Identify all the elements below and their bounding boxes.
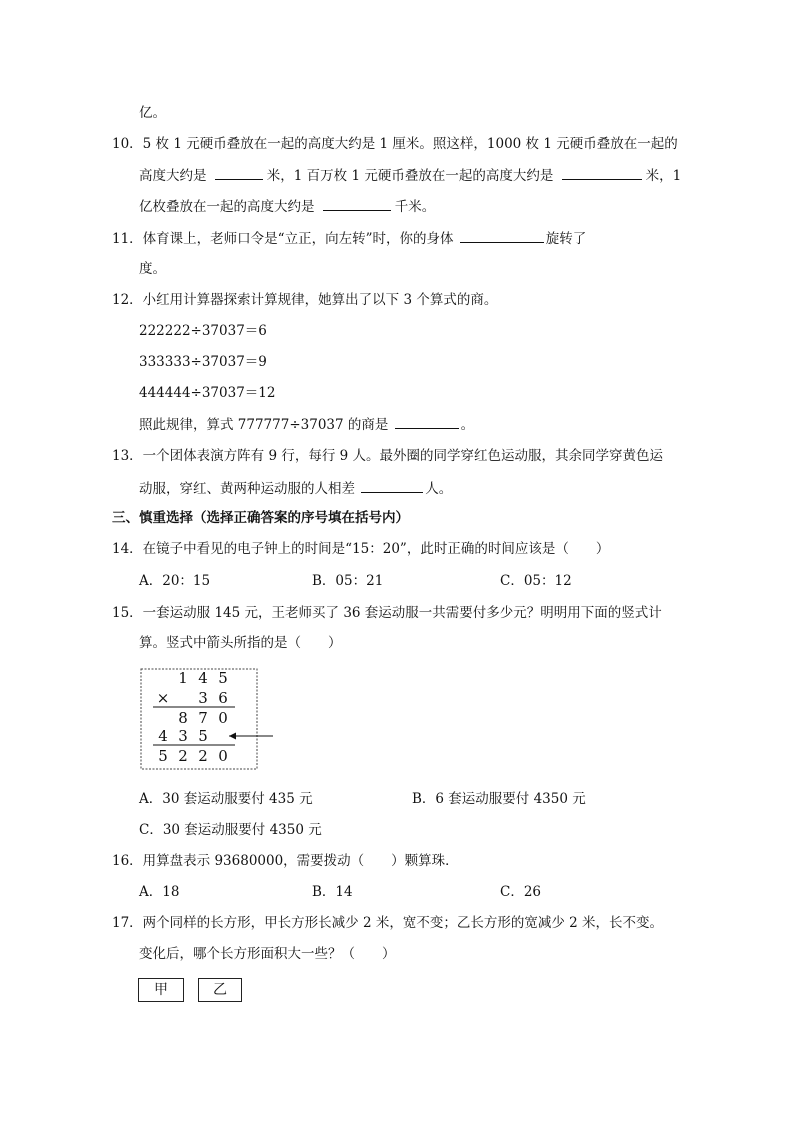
q13-line1: 13．一个团体表演方阵有 9 行，每行 9 人。最外圈的同学穿红色运动服，其余同学穿黄色运 bbox=[112, 448, 664, 464]
calc-times-sign: × bbox=[156, 689, 170, 707]
q16-option-c[interactable]: C．26 bbox=[500, 884, 542, 900]
calc-r4-d3: 5 bbox=[198, 727, 208, 745]
vertical-multiplication-figure bbox=[139, 667, 275, 773]
q15-option-c[interactable]: C．30 套运动服要付 4350 元 bbox=[139, 822, 322, 838]
left-arrow-icon bbox=[229, 733, 236, 740]
rectangle-jia-box: 甲 bbox=[138, 978, 184, 1002]
q15-option-b[interactable]: B．6 套运动服要付 4350 元 bbox=[412, 791, 586, 807]
calc-r4-d1: 4 bbox=[158, 727, 168, 745]
q11-line1 bbox=[112, 228, 586, 249]
q10-answer-blank-1[interactable] bbox=[215, 165, 263, 180]
calc-r5-d2: 2 bbox=[178, 747, 188, 765]
q15-line2: 算。竖式中箭头所指的是（ ） bbox=[139, 635, 342, 651]
calc-r4-d2: 3 bbox=[178, 727, 188, 745]
q15-line1: 15．一套运动服 145 元，王老师买了 36 套运动服一共需要付多少元？明明用下面的竖式计 bbox=[112, 605, 662, 621]
q10-text-d: 亿枚叠放在一起的高度大约是 bbox=[139, 199, 315, 215]
q14-option-a[interactable]: A．20：15 bbox=[139, 573, 211, 589]
calc-r1-d1: 1 bbox=[178, 669, 188, 687]
q16-stem: 16．用算盘表示 93680000，需要拨动（ ）颗算珠． bbox=[112, 853, 459, 869]
q13-answer-blank[interactable] bbox=[361, 478, 423, 493]
q14-stem: 14．在镜子中看见的电子钟上的时间是“15：20”，此时正确的时间应该是（ ） bbox=[112, 541, 610, 557]
calc-r3-d1: 8 bbox=[178, 709, 188, 727]
q17-line2: 变化后，哪个长方形面积大一些？（ ） bbox=[139, 946, 396, 962]
calc-r5-d4: 0 bbox=[218, 747, 228, 765]
q12-line1: 12．小红用计算器探索计算规律，她算出了以下 3 个算式的商。 bbox=[112, 292, 498, 308]
q12-text-a: 照此规律，算式 777777÷37037 的商是 bbox=[139, 417, 389, 433]
calc-r2-d1: 3 bbox=[198, 689, 208, 707]
q11-line2: 度。 bbox=[139, 261, 166, 277]
q12-equation-3: 444444÷37037＝12 bbox=[139, 385, 276, 401]
calc-r5-d1: 5 bbox=[158, 747, 168, 765]
q14-option-c[interactable]: C．05：12 bbox=[500, 573, 572, 589]
calc-r3-d3: 0 bbox=[218, 709, 228, 727]
q17-line1: 17．两个同样的长方形，甲长方形长减少 2 米，宽不变；乙长方形的宽减少 2 米，长不变。 bbox=[112, 915, 664, 931]
q10-text-a: 高度大约是 bbox=[139, 168, 207, 184]
q12-equation-2: 333333÷37037＝9 bbox=[139, 354, 267, 370]
rectangle-yi-box: 乙 bbox=[198, 978, 242, 1002]
calc-r1-d3: 5 bbox=[218, 669, 228, 687]
q12-text-b: 。 bbox=[460, 417, 475, 433]
q11-answer-blank[interactable] bbox=[460, 228, 544, 243]
q11-text-b: 旋转了 bbox=[545, 231, 587, 247]
calc-r5-d3: 2 bbox=[198, 747, 208, 765]
q15-option-a[interactable]: A．30 套运动服要付 435 元 bbox=[139, 791, 313, 807]
q12-equation-1: 222222÷37037＝6 bbox=[139, 323, 267, 339]
q10-text-b: 米，1 百万枚 1 元硬币叠放在一起的高度大约是 bbox=[266, 168, 554, 184]
q13-text-b: 人。 bbox=[425, 481, 453, 497]
calc-r1-d2: 4 bbox=[198, 669, 208, 687]
calc-r2-d2: 6 bbox=[218, 689, 228, 707]
q11-text-a: 11．体育课上，老师口令是“立正，向左转”时，你的身体 bbox=[112, 231, 454, 247]
q10-line3 bbox=[139, 196, 435, 217]
section-3-heading: 三、慎重选择（选择正确答案的序号填在括号内） bbox=[112, 510, 409, 526]
q12-answer-blank[interactable] bbox=[395, 414, 459, 429]
q16-option-a[interactable]: A．18 bbox=[139, 884, 180, 900]
q10-answer-blank-2[interactable] bbox=[562, 165, 642, 180]
q13-text-a: 动服，穿红、黄两种运动服的人相差 bbox=[139, 481, 355, 497]
calc-r3-d2: 7 bbox=[198, 709, 208, 727]
q9-tail: 亿。 bbox=[139, 105, 166, 121]
q10-text-c: 米，1 bbox=[645, 168, 682, 184]
q10-text-e: 千米。 bbox=[394, 199, 436, 215]
q13-line2 bbox=[139, 478, 452, 499]
q16-option-b[interactable]: B．14 bbox=[312, 884, 353, 900]
q14-option-b[interactable]: B．05：21 bbox=[312, 573, 384, 589]
q10-answer-blank-3[interactable] bbox=[323, 196, 391, 211]
q12-line5 bbox=[139, 414, 474, 435]
q10-line1: 10．5 枚 1 元硬币叠放在一起的高度大约是 1 厘米。照这样，1000 枚 1 元硬币叠放在一起的 bbox=[112, 136, 678, 152]
q10-line2 bbox=[139, 165, 681, 186]
